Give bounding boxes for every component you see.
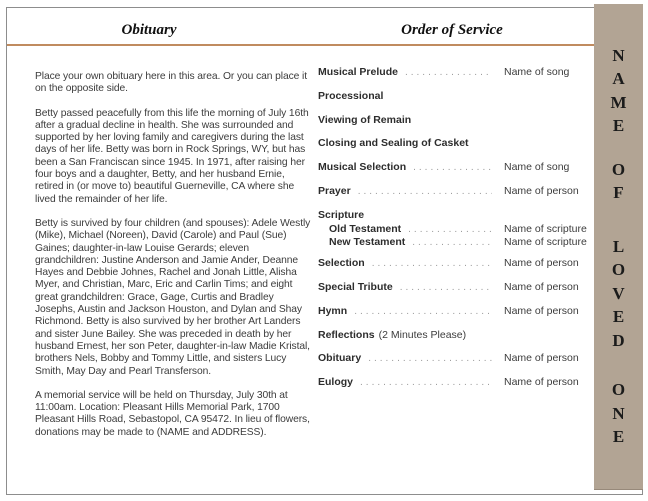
sidebar-letter: N bbox=[612, 403, 625, 423]
service-item bbox=[318, 90, 586, 103]
service-item-label: Musical Selection bbox=[318, 161, 407, 174]
service-item-label: Scripture bbox=[318, 208, 365, 221]
service-item bbox=[318, 257, 586, 270]
service-item-label: Reflections bbox=[318, 328, 375, 341]
service-item bbox=[318, 114, 586, 127]
sidebar-letter: D bbox=[612, 330, 625, 350]
service-item-label: Prayer bbox=[318, 184, 351, 197]
sidebar-letter: O bbox=[611, 380, 626, 400]
sidebar-letter: O bbox=[611, 260, 626, 280]
header-divider-line bbox=[7, 44, 594, 46]
dotted-leader bbox=[400, 281, 492, 294]
service-item bbox=[318, 281, 586, 294]
service-item-value: Name of person bbox=[504, 184, 579, 197]
service-item bbox=[318, 305, 586, 318]
service-item bbox=[318, 236, 586, 249]
service-item bbox=[318, 66, 586, 79]
service-item-label: Obituary bbox=[318, 352, 362, 365]
service-item bbox=[318, 329, 586, 342]
service-item-label: Eulogy bbox=[318, 376, 354, 389]
obituary-paragraph: A memorial service will be held on Thursday, July 30th at 11:00am. Location: Pleasant Hills Memorial Park, 1700 Pleasant Hills Road, Sebastopol, CA 95472. In lieu of flowers, donations may be made to (NAME and ADDRESS). bbox=[35, 389, 310, 438]
sidebar-letter: M bbox=[610, 92, 627, 112]
obituary-paragraph: Betty passed peacefully from this life the morning of July 16th after a gradual decline in health. She was surrounded and supported by her loving family and caregivers during the last days of her life. Betty was born in Rock Springs, WY, but has been a San Franciscan since 1945. In 1971, after raising her four boys and a daughter, Betty, and her husband Ernie, retired in (or move to) beautiful Guerneville, CA where she lived the remainder of her life. bbox=[35, 107, 309, 205]
sidebar-word bbox=[610, 44, 626, 138]
obituary-paragraph: Betty is survived by four children (and spouses): Adele Westly (Mike), Michael (Noreen), David (Carole) and Paul (Sue) Gaines; daughter-in-law Louise Gerards; eleven grandchildren: Justine Anderson and Jamie Ander, Deanne Hayes and Debbie Johnes, Rachel and Jonah Little, Alisha Myer, and Christian, Marc, Eric and Carlin Tims; and eight great grandchildren: Grace, Gage, Curtis and Bradley Josephs, Austin and Jackson Houston, and Dylan and Shay Richmond. Betty is also survived by her brother Art Landers and sister June Bailey. She was preceded in death by her husband Ernest, her son Peter, daughter-in-law Madie Kristal, brothers Nels, Bobby and Tommy Little, and sisters Lucy Smith, May Day and Pearl Transferson. bbox=[35, 217, 311, 377]
service-item bbox=[318, 223, 586, 236]
service-item-label: Old Testament bbox=[329, 222, 402, 235]
obituary-page-title: Obituary bbox=[121, 22, 177, 38]
service-item bbox=[318, 209, 586, 222]
dotted-leader bbox=[368, 352, 492, 365]
service-item-label: Closing and Sealing of Casket bbox=[318, 137, 469, 150]
service-item-value: Name of person bbox=[504, 281, 579, 294]
obituary-text bbox=[35, 71, 313, 451]
service-item bbox=[318, 137, 586, 150]
dotted-leader bbox=[413, 161, 492, 174]
dotted-leader bbox=[405, 66, 492, 79]
sidebar-word bbox=[612, 158, 625, 205]
service-item-label: Hymn bbox=[318, 304, 348, 317]
service-item-value: Name of song bbox=[504, 66, 570, 78]
sidebar-letter: E bbox=[612, 116, 625, 136]
service-item bbox=[318, 185, 586, 198]
sidebar-letter: V bbox=[612, 283, 625, 303]
service-item-value: Name of person bbox=[504, 257, 579, 270]
dotted-leader bbox=[358, 185, 492, 198]
service-item bbox=[318, 376, 586, 389]
service-item-value: Name of scripture bbox=[504, 222, 587, 235]
sidebar-word bbox=[612, 235, 625, 353]
service-item-label: New Testament bbox=[329, 236, 406, 249]
service-item-label: Viewing of Remain bbox=[318, 113, 412, 126]
dotted-leader bbox=[354, 305, 492, 318]
service-item-note: (2 Minutes Please) bbox=[378, 328, 467, 341]
service-item-value: Name of scripture bbox=[504, 236, 587, 249]
sidebar-letter: F bbox=[613, 183, 624, 203]
dotted-leader bbox=[408, 223, 492, 236]
obituary-paragraph: Place your own obituary here in this area. Or you can place it on the opposite side. bbox=[35, 71, 307, 95]
service-item-value: Name of person bbox=[504, 376, 579, 389]
sidebar-letter: E bbox=[612, 307, 625, 327]
sidebar-letter: E bbox=[612, 427, 625, 447]
sidebar-word bbox=[612, 379, 625, 450]
sidebar-letter: A bbox=[612, 69, 625, 89]
order-of-service-page-title: Order of Service bbox=[401, 22, 503, 38]
service-item bbox=[318, 352, 586, 365]
sidebar-vertical-title bbox=[594, 4, 643, 490]
sidebar-letter: N bbox=[612, 45, 625, 65]
service-item-label: Special Tribute bbox=[318, 281, 393, 294]
sidebar-letter: L bbox=[612, 236, 625, 256]
dotted-leader bbox=[360, 376, 492, 389]
dotted-leader bbox=[372, 257, 492, 270]
service-item bbox=[318, 161, 586, 174]
service-item-label: Selection bbox=[318, 257, 365, 270]
sidebar-letter: O bbox=[611, 159, 626, 179]
service-item-value: Name of person bbox=[504, 304, 579, 317]
service-item-label: Musical Prelude bbox=[318, 66, 398, 78]
service-item-value: Name of person bbox=[504, 352, 579, 365]
service-item-label: Processional bbox=[318, 89, 384, 102]
service-item-value: Name of song bbox=[504, 161, 570, 174]
dotted-leader bbox=[412, 236, 492, 249]
order-of-service-list bbox=[318, 66, 586, 400]
